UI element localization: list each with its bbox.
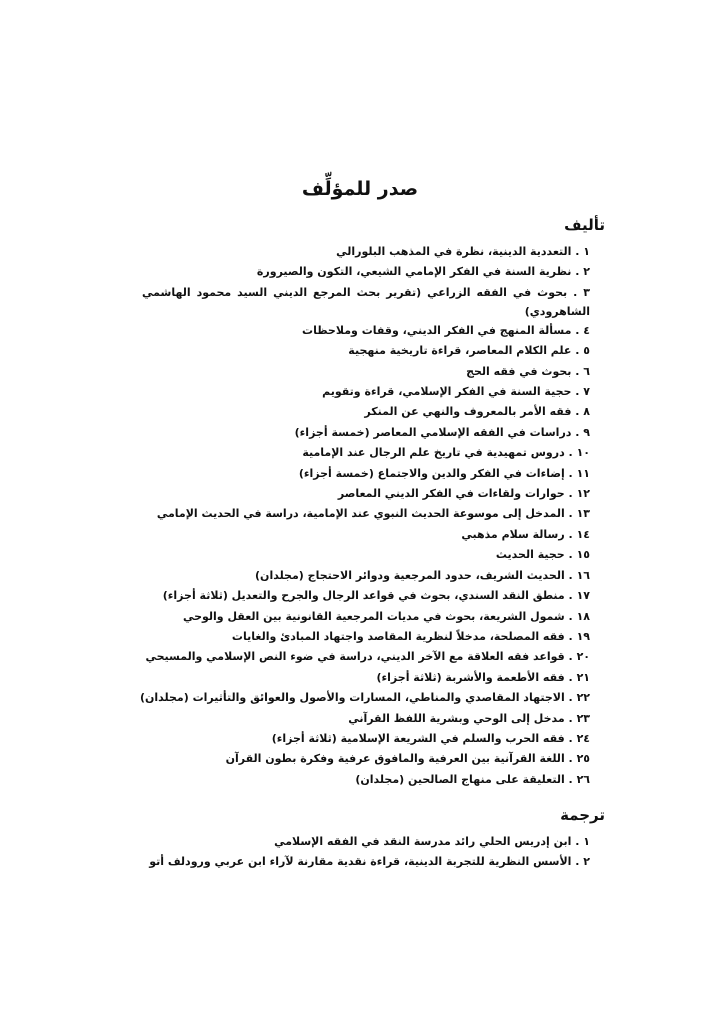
list-item: ٢٢ . الاجتهاد المقاصدي والمناطي، المسارات والأصول والعوائق والتأثيرات (مجلدان) <box>139 691 590 705</box>
list-item: ٢٥ . اللغة القرآنية بين العرفية والمافوق عرفية وفكرة بطون القرآن <box>225 752 590 766</box>
authored-works-list <box>130 242 590 790</box>
list-item: ١١ . إضاءات في الفكر والدين والاجتماع (خمسة أجزاء) <box>298 466 590 480</box>
authored-works-section <box>130 214 605 790</box>
list-item: ١٦ . الحديث الشريف، حدود المرجعية ودوائر الاحتجاج (مجلدان) <box>255 568 590 582</box>
list-item: ١ . التعددية الدينية، نظرة في المذهب البلورالي <box>336 245 590 258</box>
section-heading-authored: تأليف <box>564 216 605 234</box>
list-item: ١٠ . دروس تمهيدية في تاريخ علم الرجال عند الإمامية <box>302 446 590 460</box>
page-title: صدر للمؤلِّف <box>301 178 419 200</box>
list-item: ٢ . الأسس النظرية للتجربة الدينية، قراءة نقدية مقارنة لآراء ابن عربي ورودلف أتو <box>149 855 590 869</box>
list-item: ٦ . بحوث في فقه الحج <box>466 364 590 378</box>
list-item: ٨ . فقه الأمر بالمعروف والنهي عن المنكر <box>364 405 590 419</box>
list-item: ٢٣ . مدخل إلى الوحي وبشرية اللفظ القرآني <box>348 711 590 725</box>
list-item: ٤ . مسألة المنهج في الفكر الديني، وقفات وملاحظات <box>302 323 590 337</box>
list-item: ٢ . نظرية السنة في الفكر الإمامي الشيعي، التكون والصيرورة <box>256 265 590 279</box>
list-item: ١٥ . حجية الحديث <box>495 548 590 562</box>
list-item: ١ . ابن إدريس الحلي رائد مدرسة النقد في الفقه الإسلامي <box>274 835 590 848</box>
translated-works-section <box>130 804 605 873</box>
list-item: ١٧ . منطق النقد السندي، بحوث في قواعد الرجال والجرح والتعديل (ثلاثة أجزاء) <box>162 589 590 603</box>
section-heading-translated: ترجمة <box>560 806 605 824</box>
list-item: ١٢ . حوارات ولقاءات في الفكر الديني المعاصر <box>337 487 590 501</box>
translated-works-list <box>130 832 590 873</box>
list-item: ٥ . علم الكلام المعاصر، قراءة تاريخية منهجية <box>348 344 590 358</box>
list-item: ٢١ . فقه الأطعمة والأشربة (ثلاثة أجزاء) <box>376 670 590 684</box>
list-item: ١٩ . فقه المصلحة، مدخلاً لنظرية المقاصد واجتهاد المبادئ والغايات <box>231 629 590 643</box>
list-item: ٣ . بحوث في الفقه الزراعي (تقرير بحث المرجع الديني السيد محمود الهاشمي الشاهرودي) <box>142 285 590 318</box>
list-item: ٧ . حجية السنة في الفكر الإسلامي، قراءة وتقويم <box>322 385 590 399</box>
list-item: ١٤ . رسالة سلام مذهبي <box>461 527 590 541</box>
list-item: ٢٠ . قواعد فقه العلاقة مع الآخر الديني، دراسة في ضوء النص الإسلامي والمسيحي <box>145 650 590 664</box>
list-item: ٢٤ . فقه الحرب والسلم في الشريعة الإسلامية (ثلاثة أجزاء) <box>271 731 590 745</box>
list-item: ٢٦ . التعليقة على منهاج الصالحين (مجلدان) <box>355 772 590 786</box>
list-item: ١٣ . المدخل إلى موسوعة الحديث النبوي عند الإمامية، دراسة في الحديث الإمامي <box>156 507 590 521</box>
list-item: ١٨ . شمول الشريعة، بحوث في مديات المرجعية القانونية بين العقل والوحي <box>182 609 590 623</box>
list-item: ٩ . دراسات في الفقه الإسلامي المعاصر (خمسة أجزاء) <box>294 425 590 439</box>
